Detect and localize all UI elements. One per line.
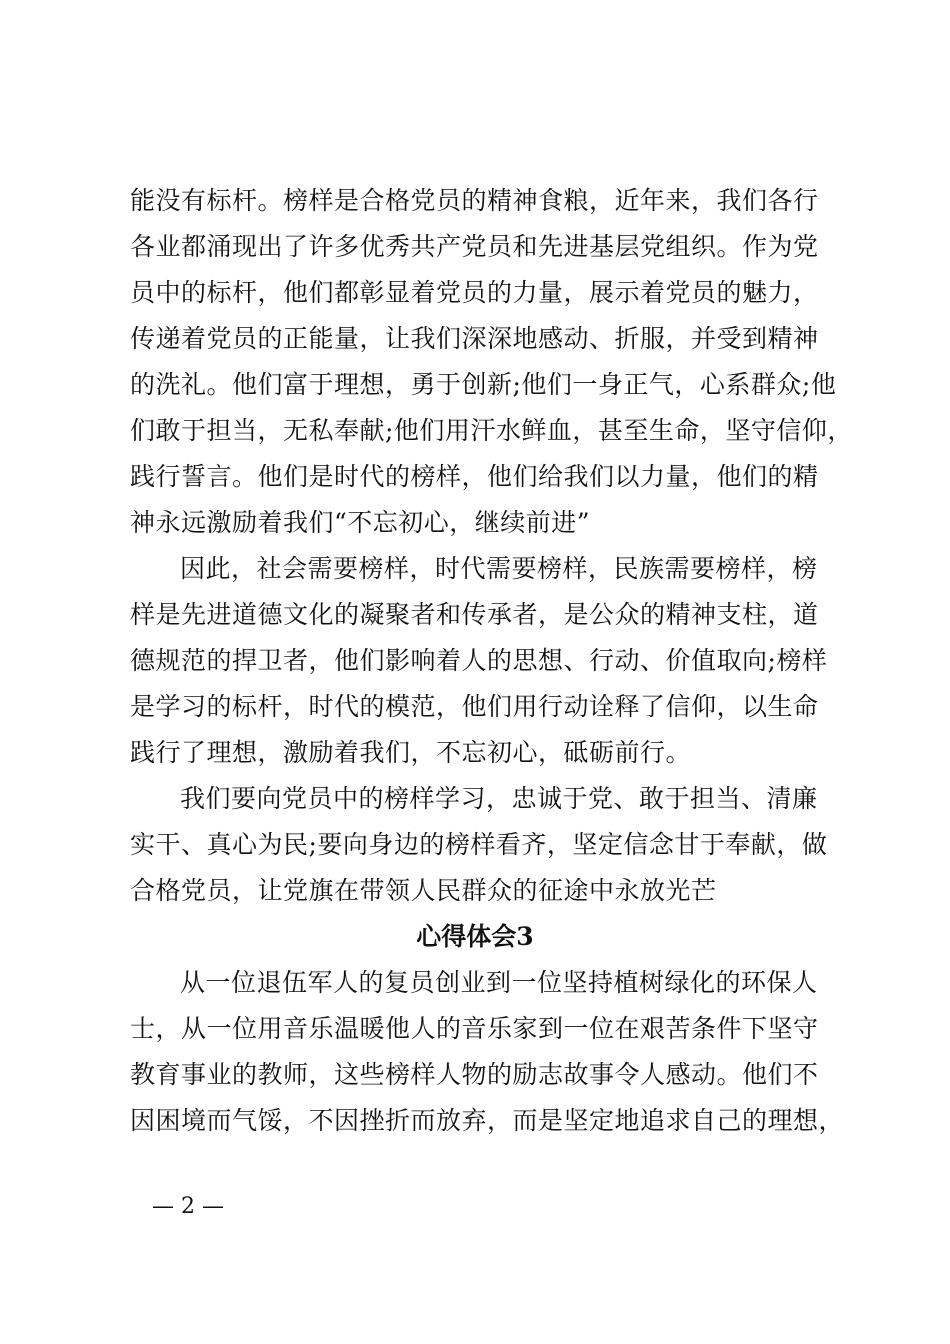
body-line-17: 从一位退伍军人的复员创业到一位坚持植树绿化的环保人 (180, 968, 818, 997)
body-line-6: 们敢于担当，无私奉献;他们用汗水鲜血，甚至生命，坚守信仰， (130, 416, 853, 445)
body-line-13: 践行了理想，激励着我们，不忘初心，砥砺前行。 (130, 738, 692, 767)
body-line-5: 的洗礼。他们富于理想，勇于创新;他们一身正气，心系群众;他 (130, 370, 837, 399)
body-line-3: 员中的标杆，他们都彰显着党员的力量，展示着党员的魅力， (130, 278, 819, 307)
body-line-19: 教育事业的教师，这些榜样人物的励志故事令人感动。他们不 (130, 1060, 819, 1089)
page-number: — 2 — (152, 1194, 224, 1219)
section-heading: 心得体会3 (416, 922, 534, 951)
body-line-4: 传递着党员的正能量，让我们深深地感动、折服，并受到精神 (130, 324, 819, 353)
body-line-7: 践行誓言。他们是时代的榜样，他们给我们以力量，他们的精 (130, 462, 819, 491)
body-line-20: 因困境而气馁，不因挫折而放弃，而是坚定地追求自己的理想， (130, 1106, 845, 1135)
body-line-8: 神永远激励着我们“不忘初心，继续前进” (130, 508, 591, 537)
body-line-11: 德规范的捍卫者，他们影响着人的思想、行动、价值取向;榜样 (130, 646, 828, 675)
body-line-9: 因此，社会需要榜样，时代需要榜样，民族需要榜样，榜 (180, 554, 818, 583)
body-line-14: 我们要向党员中的榜样学习，忠诚于党、敢于担当、清廉 (180, 784, 818, 813)
body-line-10: 样是先进道德文化的凝聚者和传承者，是公众的精神支柱，道 (130, 600, 819, 629)
body-line-16: 合格党员，让党旗在带领人民群众的征途中永放光芒 (130, 876, 717, 905)
body-line-2: 各业都涌现出了许多优秀共产党员和先进基层党组织。作为党 (130, 232, 819, 261)
body-line-18: 士，从一位用音乐温暖他人的音乐家到一位在艰苦条件下坚守 (130, 1014, 819, 1043)
body-line-15: 实干、真心为民;要向身边的榜样看齐，坚定信念甘于奉献，做 (130, 830, 828, 859)
body-line-1: 能没有标杆。榜样是合格党员的精神食粮，近年来，我们各行 (130, 186, 819, 215)
body-line-12: 是学习的标杆，时代的模范，他们用行动诠释了信仰，以生命 (130, 692, 819, 721)
